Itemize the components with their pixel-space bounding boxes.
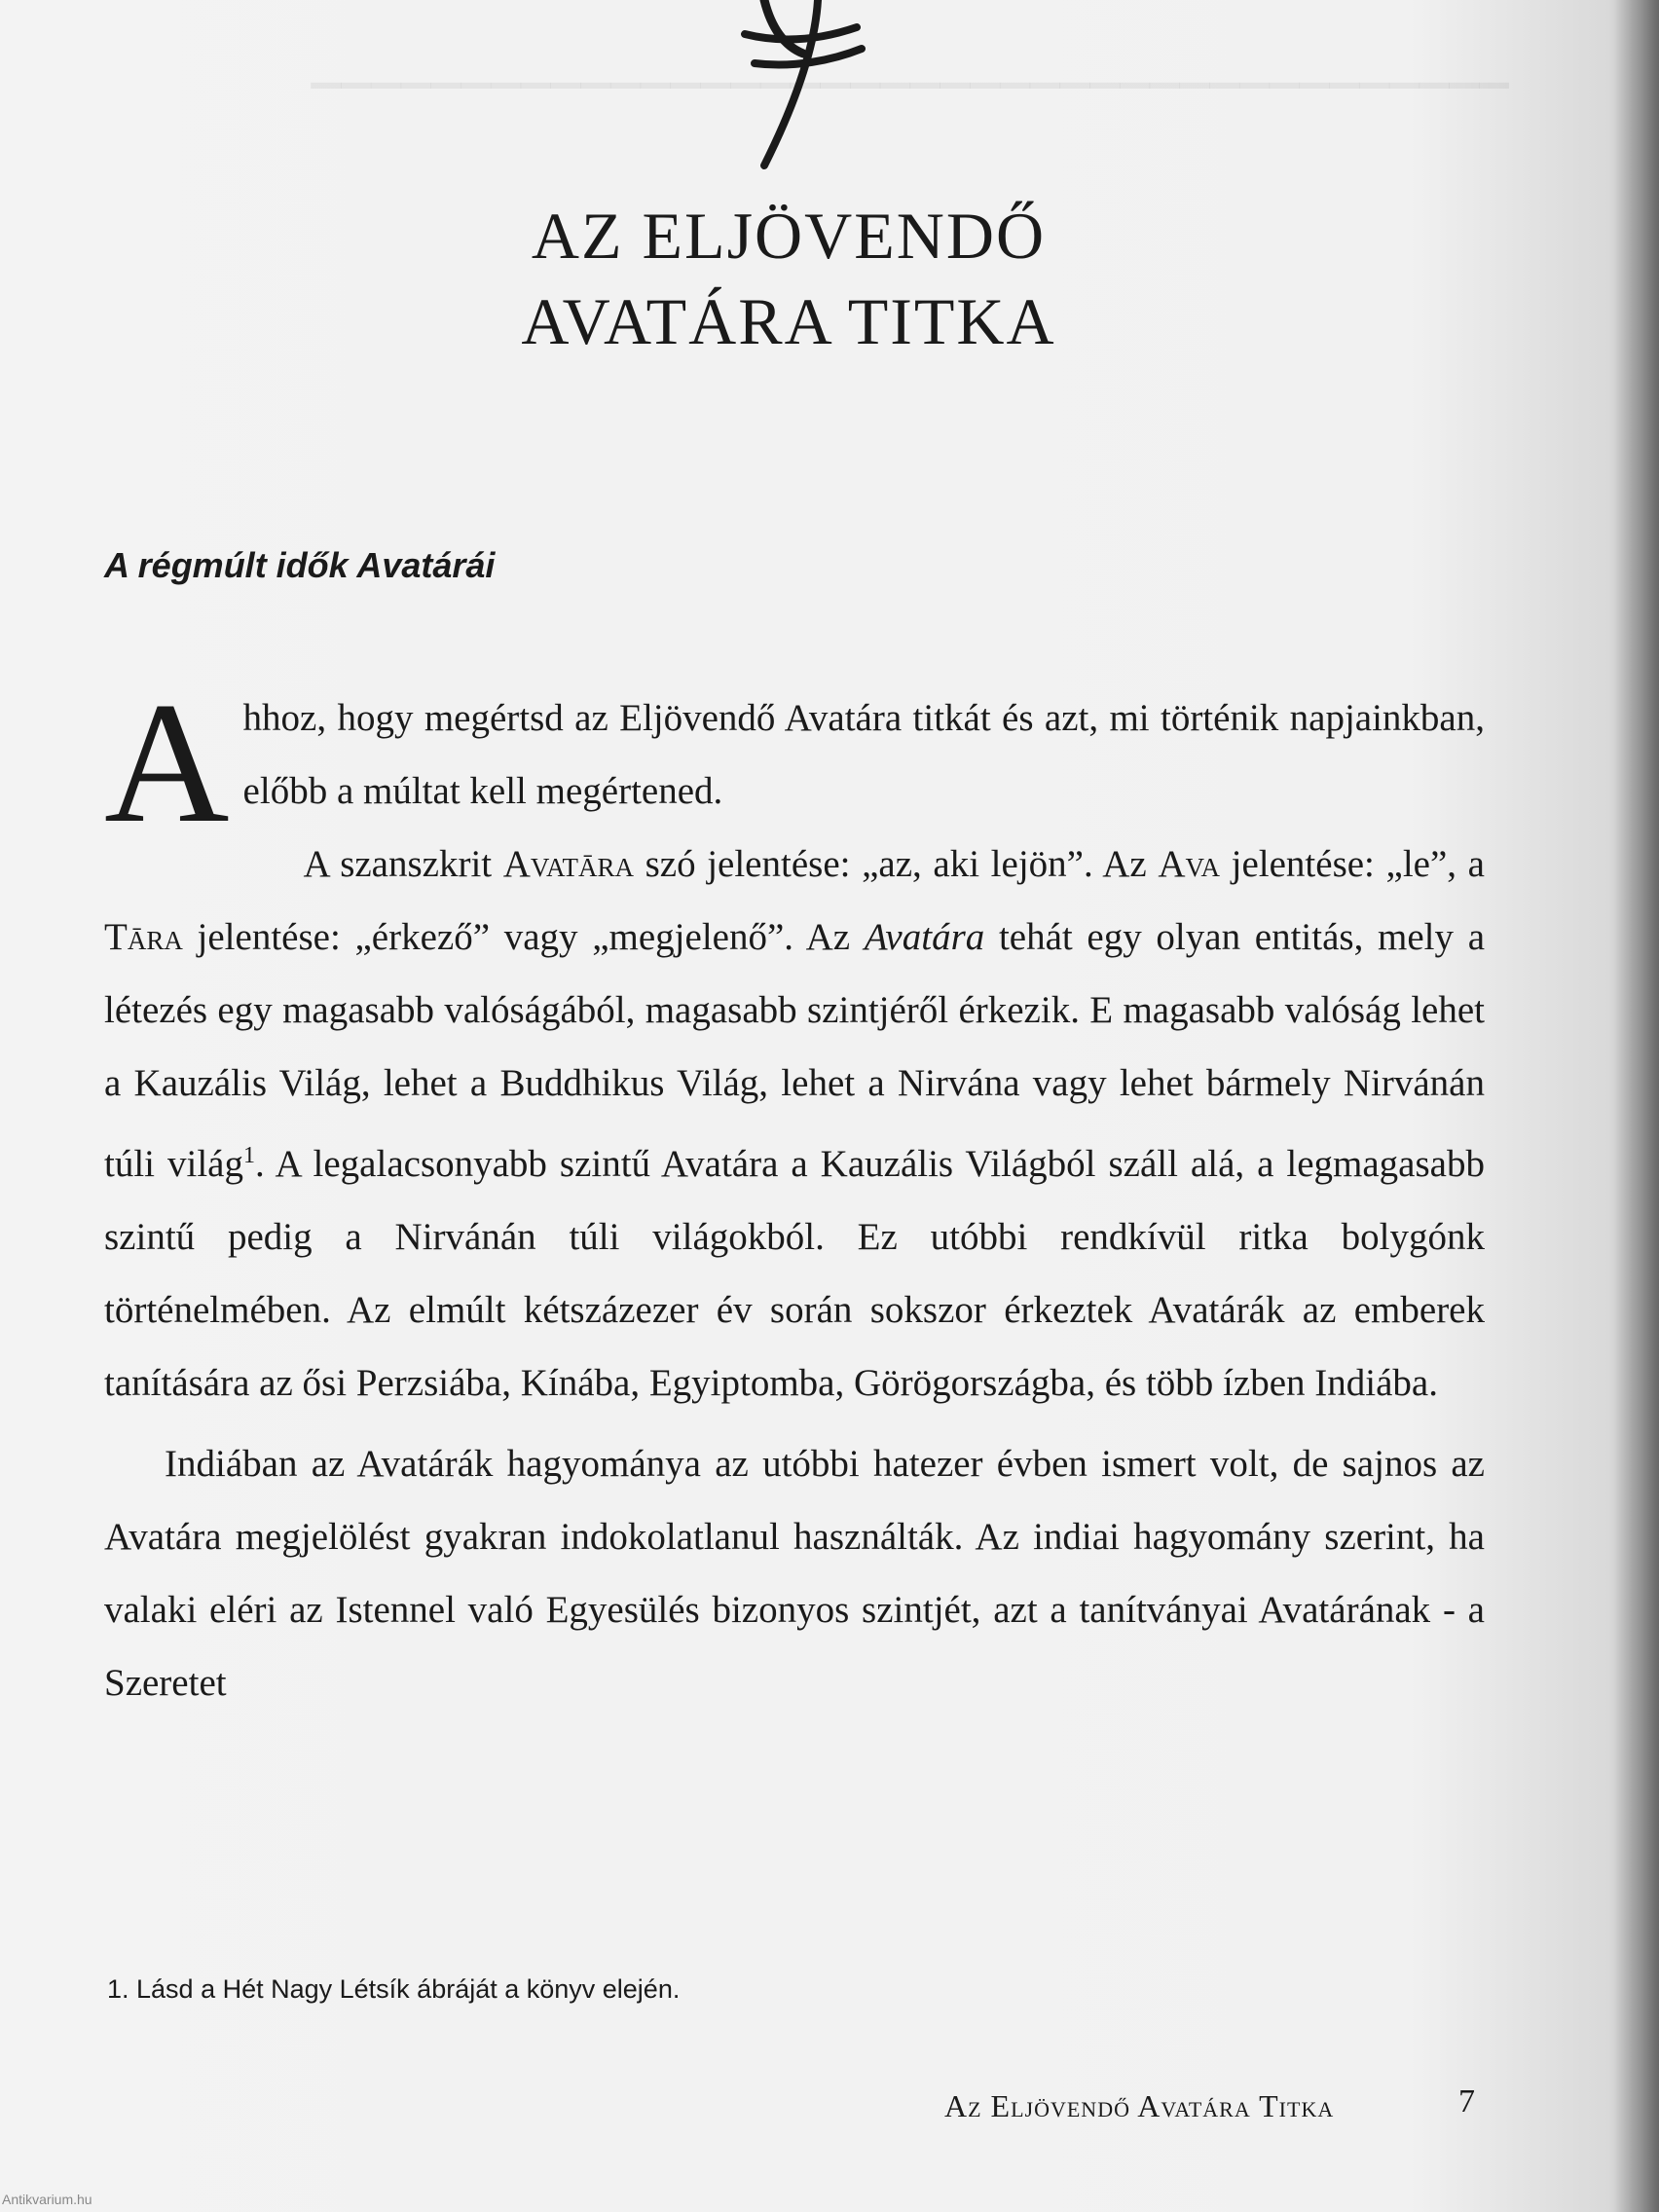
p2-text-b: szó jelentése: „az, aki lejön”. Az xyxy=(633,843,1159,885)
calligraphic-ornament xyxy=(725,0,871,185)
p2-text-f: . A legalacsonyabb szintű Avatára a Kauzális Világból száll alá, a legmagasabb szintű pedig a Nirvánán túli világokból. Ez utóbbi rendkívül ritka bolygónk történelmében. Az elmúlt kétszázezer év során sokszor érkeztek Avatárák az emberek tanítására az ősi Perzsiába, Kínába, Egyiptomba, Görögországba, és több ízben Indiába. xyxy=(104,1143,1485,1404)
running-head: Az Eljövendő Avatára Titka xyxy=(944,2088,1335,2123)
footnote: 1. Lásd a Hét Nagy Létsík ábráját a könyv elején. xyxy=(107,1974,681,2004)
footnote-reference[interactable]: 1 xyxy=(242,1143,255,1168)
chapter-title-line1: AZ ELJÖVENDŐ xyxy=(531,199,1047,273)
term-tara: Tāra xyxy=(104,916,183,958)
paragraph-1 xyxy=(104,666,1485,859)
chapter-title-line2: AVATÁRA TITKA xyxy=(521,284,1056,358)
paragraph-1-text: hhoz, hogy megértsd az Eljövendő Avatára titkát és azt, mi történik napjainkban, előbb a múltat kell megértened. xyxy=(242,697,1485,812)
p2-text-a: A szanszkrit xyxy=(303,843,503,885)
show-through-texture: ▁▁▁▁▁▁▁▁▁▁▁▁▁▁▁▁▁▁▁▁▁▁▁▁▁▁▁▁▁▁▁▁▁▁▁▁▁▁▁▁ xyxy=(311,44,1509,88)
page-number: 7 xyxy=(1458,2083,1475,2120)
term-ava: Ava xyxy=(1158,843,1220,885)
p2-text-d: jelentése: „érkező” vagy „megjelenő”. Az xyxy=(182,916,865,958)
paragraph-2 xyxy=(104,828,1485,1419)
page-binding-shadow xyxy=(1614,0,1659,2212)
section-heading: A régmúlt idők Avatárái xyxy=(104,545,496,585)
paragraph-3: Indiában az Avatárák hagyománya az utóbbi hatezer évben ismert volt, de sajnos az Avatára megjelölést gyakran indokolatlanul használták. Az indiai hagyomány szerint, ha valaki eléri az Istennel való Egyesülés bizonyos szintjét, azt a tanítványai Avatárának - a Szeretet xyxy=(104,1443,1485,1704)
term-avatara-italic: Avatára xyxy=(864,916,985,958)
drop-cap: A xyxy=(104,666,230,859)
p2-text-c: jelentése: „le”, a xyxy=(1220,843,1485,885)
body-text xyxy=(104,666,1485,1719)
p2-text-e: tehát egy olyan entitás, mely a létezés egy magasabb valóságából, magasabb szintjéről érkezik. E magasabb valóság lehet a Kauzális Világ, lehet a Buddhikus Világ, lehet a Nirvána vagy lehet bármely Nirvánán túli világ xyxy=(104,916,1485,1185)
chapter-title xyxy=(0,193,1577,364)
term-avatara: Avatāra xyxy=(502,843,634,885)
watermark: Antikvarium.hu xyxy=(2,2192,92,2207)
